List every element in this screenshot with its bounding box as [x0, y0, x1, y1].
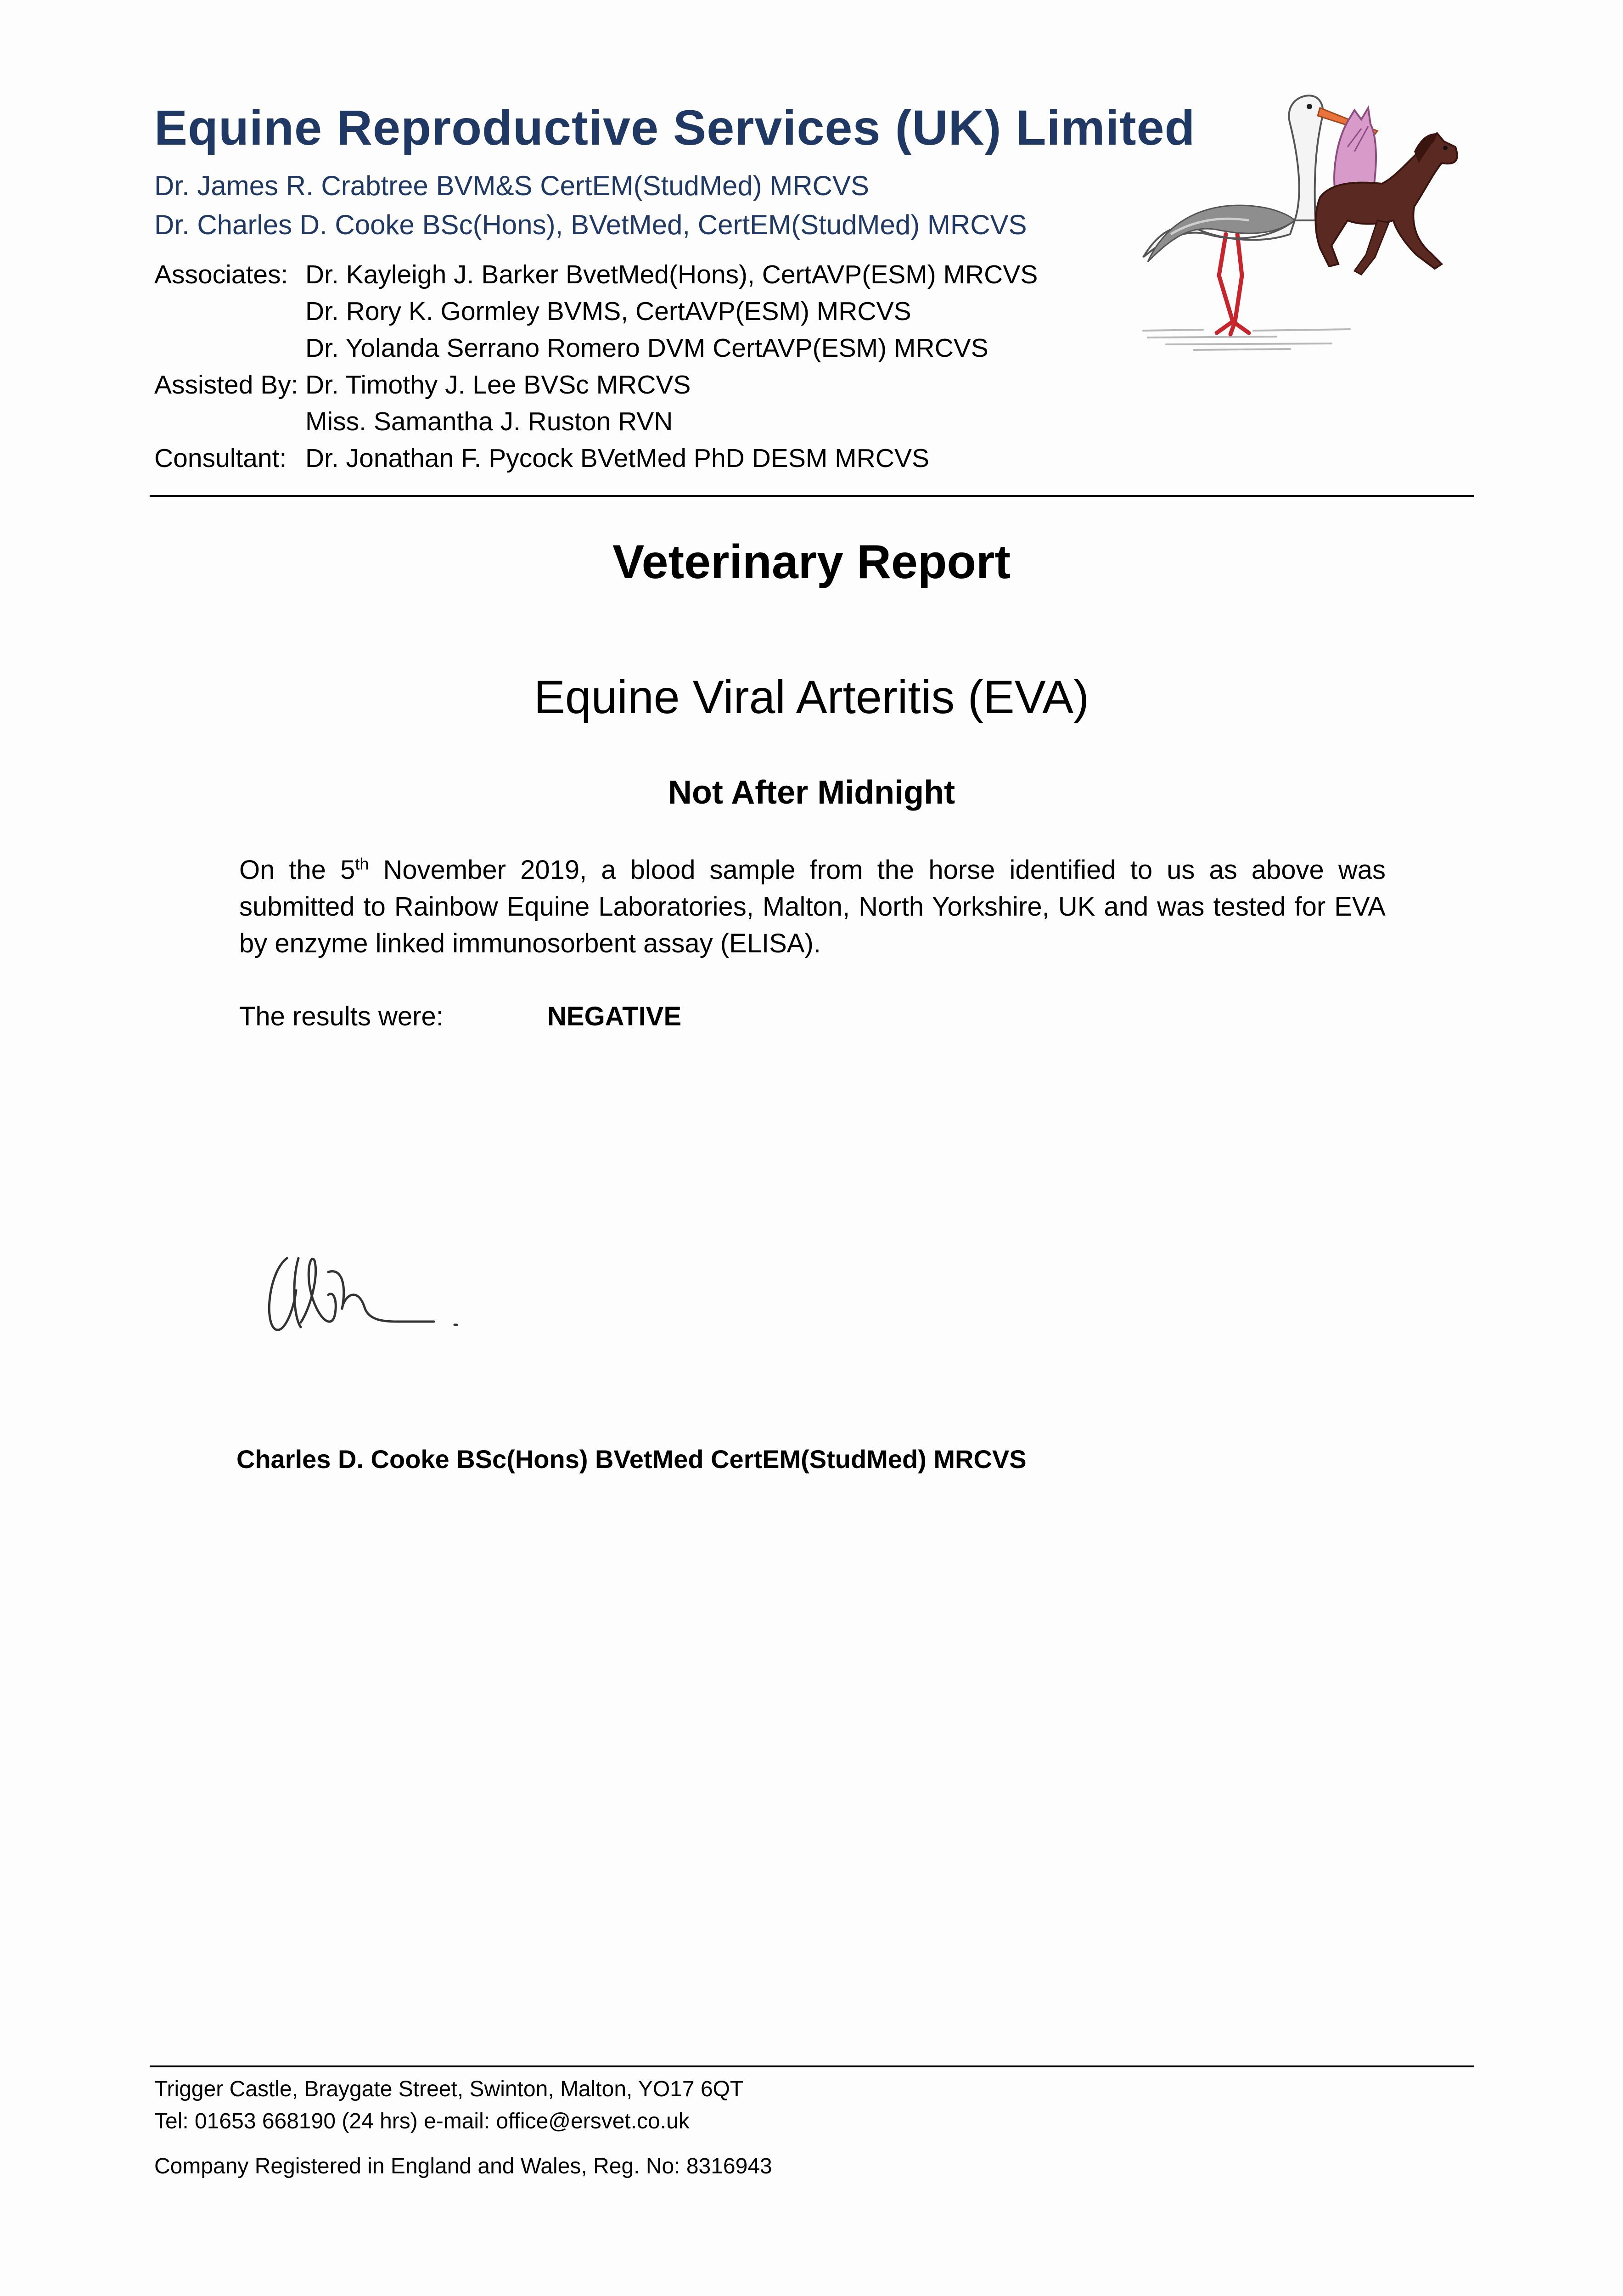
partner-name: Dr. Charles D. Cooke BSc(Hons), BVetMed, CertEM(StudMed) MRCVS — [154, 209, 1027, 240]
report-paragraph — [239, 852, 1386, 962]
staff-name: Dr. Timothy J. Lee BVSc MRCVS — [305, 370, 691, 400]
staff-role-label: Consultant: — [154, 444, 287, 473]
results-value: NEGATIVE — [547, 1002, 682, 1031]
horse-name: Not After Midnight — [668, 774, 955, 811]
stork-foal-logo — [1139, 83, 1488, 354]
paragraph-prefix: On the 5 — [239, 855, 355, 885]
staff-name: Dr. Kayleigh J. Barker BvetMed(Hons), CertAVP(ESM) MRCVS — [305, 260, 1038, 289]
signatory-name: Charles D. Cooke BSc(Hons) BVetMed CertEM(StudMed) MRCVS — [236, 1445, 1027, 1474]
paragraph-body: November 2019, a blood sample from the horse identified to us as above was submitted to Rainbow Equine Laboratories, Malton, North Yorkshire, UK and was tested for EVA by enzyme linked immunosorbent assay (ELISA). — [239, 855, 1386, 958]
foal-leg — [1354, 220, 1389, 275]
results-label: The results were: — [239, 1002, 444, 1031]
signature — [255, 1240, 471, 1345]
staff-name: Dr. Yolanda Serrano Romero DVM CertAVP(ESM) MRCVS — [305, 333, 988, 363]
footer-registration: Company Registered in England and Wales, Reg. No: 8316943 — [154, 2154, 772, 2178]
staff-role-label: Assisted By: — [154, 370, 298, 400]
footer-address: Trigger Castle, Braygate Street, Swinton, Malton, YO17 6QT — [154, 2077, 744, 2101]
paragraph-ordinal: th — [355, 854, 369, 873]
stork-eye — [1307, 104, 1312, 109]
company-name: Equine Reproductive Services (UK) Limited — [154, 100, 1196, 155]
staff-name: Dr. Jonathan F. Pycock BVetMed PhD DESM MRCVS — [305, 444, 930, 473]
stork-legs — [1217, 234, 1249, 334]
footer-contact: Tel: 01653 668190 (24 hrs) e-mail: office@ersvet.co.uk — [154, 2109, 690, 2133]
header-divider — [150, 495, 1474, 497]
staff-name: Dr. Rory K. Gormley BVMS, CertAVP(ESM) MRCVS — [305, 297, 911, 326]
staff-name: Miss. Samantha J. Ruston RVN — [305, 407, 673, 436]
report-title: Veterinary Report — [612, 535, 1011, 589]
footer-divider — [150, 2065, 1474, 2067]
partner-name: Dr. James R. Crabtree BVM&S CertEM(StudMed) MRCVS — [154, 170, 870, 201]
staff-role-label: Associates: — [154, 260, 288, 289]
report-subject: Equine Viral Arteritis (EVA) — [534, 671, 1089, 723]
